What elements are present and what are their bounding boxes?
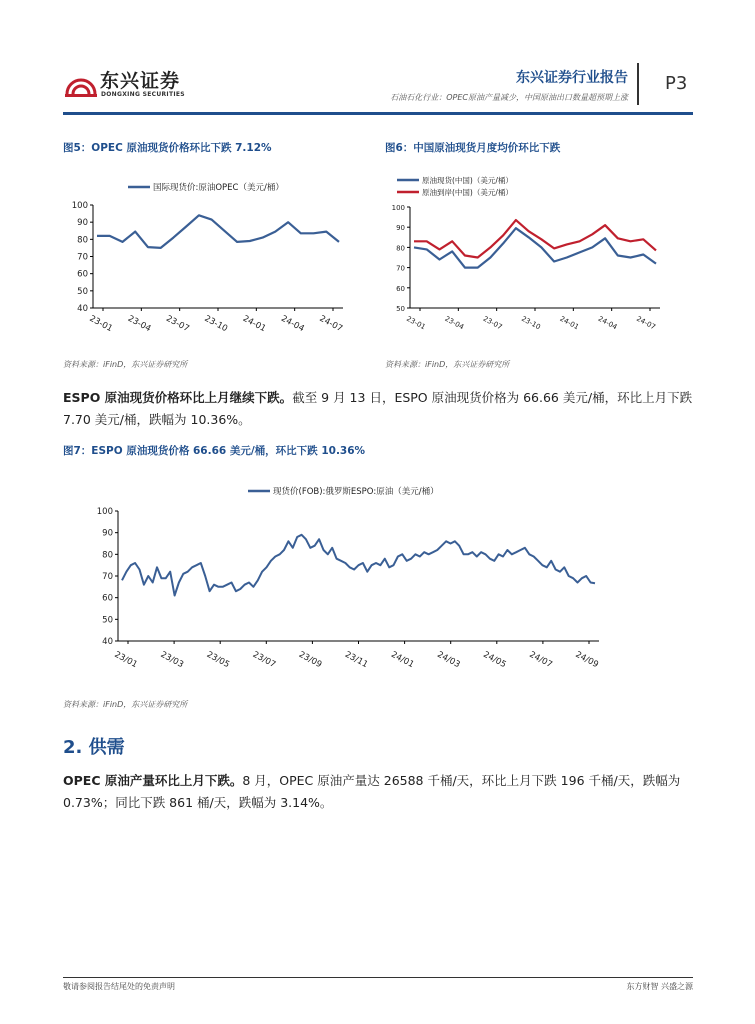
y-tick-label: 80 — [102, 550, 113, 561]
report-type-title: 东兴证券行业报告 — [516, 70, 628, 86]
y-tick-label: 40 — [102, 637, 113, 647]
espo-paragraph — [63, 387, 693, 431]
y-tick-label: 90 — [77, 218, 88, 229]
report-subtitle: 石油石化行业：OPEC原油产量减少，中国原油出口数量超预期上涨 — [390, 93, 628, 102]
y-tick-label: 50 — [396, 305, 405, 313]
y-tick-label: 70 — [396, 264, 405, 273]
x-tick-label: 23/05 — [204, 649, 232, 671]
espo-paragraph-body: 截至 9 月 13 日，ESPO 原油现货价格为 66.66 美元/桶，环比上月下跌 7.70 美元/桶，跌幅为 10.36%。 — [63, 390, 693, 427]
figure5-chart — [63, 170, 368, 342]
x-tick-label: 23-07 — [481, 314, 504, 332]
figure5-title: 图5：OPEC 原油现货价格环比下跌 7.12% — [63, 142, 272, 154]
x-tick-label: 23-07 — [164, 313, 191, 335]
x-tick-label: 23/07 — [250, 649, 278, 671]
figure7-title: 图7：ESPO 原油现货价格 66.66 美元/桶，环比下跌 10.36% — [63, 445, 366, 457]
y-tick-label: 90 — [102, 528, 113, 539]
x-tick-label: 23-10 — [520, 314, 542, 332]
figure5-source: 资料来源：iFinD，东兴证券研究所 — [63, 360, 188, 369]
x-tick-label: 24-01 — [558, 314, 581, 332]
x-tick-label: 24/01 — [389, 649, 416, 671]
x-tick-label: 24-04 — [279, 313, 306, 335]
header-divider — [637, 63, 639, 105]
figure7-source: 资料来源：iFinD，东兴证券研究所 — [63, 700, 188, 709]
opec-paragraph-body: 8 月，OPEC 原油产量达 26588 千桶/天，环比上月下跌 196 千桶/天，跌幅为 0.73%；同比下跌 861 桶/天，跌幅为 3.14%。 — [63, 773, 681, 810]
x-tick-label: 23-10 — [202, 313, 230, 335]
x-tick-label: 23-04 — [125, 313, 153, 335]
y-tick-label: 50 — [77, 286, 88, 297]
series-line — [97, 215, 339, 248]
y-tick-label: 60 — [102, 593, 113, 604]
x-tick-label: 24-07 — [317, 313, 345, 335]
y-tick-label: 70 — [77, 252, 88, 263]
x-tick-label: 23/11 — [343, 649, 370, 671]
espo-paragraph-lead: ESPO 原油现货价格环比上月继续下跌。 — [63, 390, 293, 405]
x-tick-label: 24-07 — [635, 314, 657, 332]
y-tick-label: 60 — [396, 284, 405, 293]
y-tick-label: 70 — [102, 572, 113, 582]
x-tick-label: 23/01 — [112, 649, 139, 671]
x-tick-label: 24/03 — [435, 649, 462, 671]
footer-slogan: 东方财智 兴盛之源 — [626, 982, 693, 991]
figure6-title: 图6：中国原油现货月度均价环比下跌 — [385, 142, 561, 154]
y-tick-label: 60 — [77, 269, 88, 280]
figure6-source: 资料来源：iFinD，东兴证券研究所 — [385, 360, 510, 369]
page-number: P3 — [665, 73, 688, 94]
x-tick-label: 24-01 — [240, 313, 268, 335]
legend-label: 现货价(FOB):俄罗斯ESPO:原油（美元/桶） — [273, 487, 439, 497]
x-tick-label: 24-04 — [596, 314, 619, 332]
y-tick-label: 100 — [71, 201, 88, 211]
y-tick-label: 40 — [77, 304, 88, 314]
series-line — [122, 535, 595, 596]
x-tick-label: 23/09 — [296, 649, 324, 671]
x-tick-label: 23/03 — [158, 649, 186, 671]
y-tick-label: 80 — [77, 235, 88, 246]
legend-label: 原油现货(中国)（美元/桶） — [422, 176, 513, 185]
logo-name-en: DONGXING SECURITIES — [101, 91, 185, 98]
x-tick-label: 24/07 — [527, 649, 554, 671]
x-tick-label: 24/09 — [573, 649, 600, 671]
footer-rule — [63, 977, 693, 978]
legend-label: 国际现货价:原油OPEC（美元/桶） — [153, 183, 284, 193]
figure6-chart — [385, 170, 693, 342]
x-tick-label: 23-04 — [443, 314, 466, 332]
legend-label: 原油到岸(中国)（美元/桶） — [422, 188, 513, 197]
y-tick-label: 90 — [396, 224, 405, 233]
x-tick-label: 24/05 — [481, 649, 508, 671]
y-tick-label: 80 — [396, 244, 405, 253]
header-rule — [63, 112, 693, 115]
figure7-chart — [63, 478, 623, 678]
opec-paragraph — [63, 770, 693, 814]
y-tick-label: 100 — [96, 507, 113, 517]
x-tick-label: 23-01 — [405, 314, 427, 332]
footer-disclaimer: 敬请参阅报告结尾处的免责声明 — [63, 982, 175, 991]
x-tick-label: 23-01 — [87, 313, 115, 335]
opec-paragraph-lead: OPEC 原油产量环比上月下跌。 — [63, 773, 243, 788]
logo-name-cn: 东兴证券 — [100, 70, 181, 92]
logo-icon — [63, 68, 99, 100]
section-title: 2. 供需 — [63, 737, 125, 758]
y-tick-label: 50 — [102, 615, 113, 626]
y-tick-label: 100 — [391, 204, 405, 212]
